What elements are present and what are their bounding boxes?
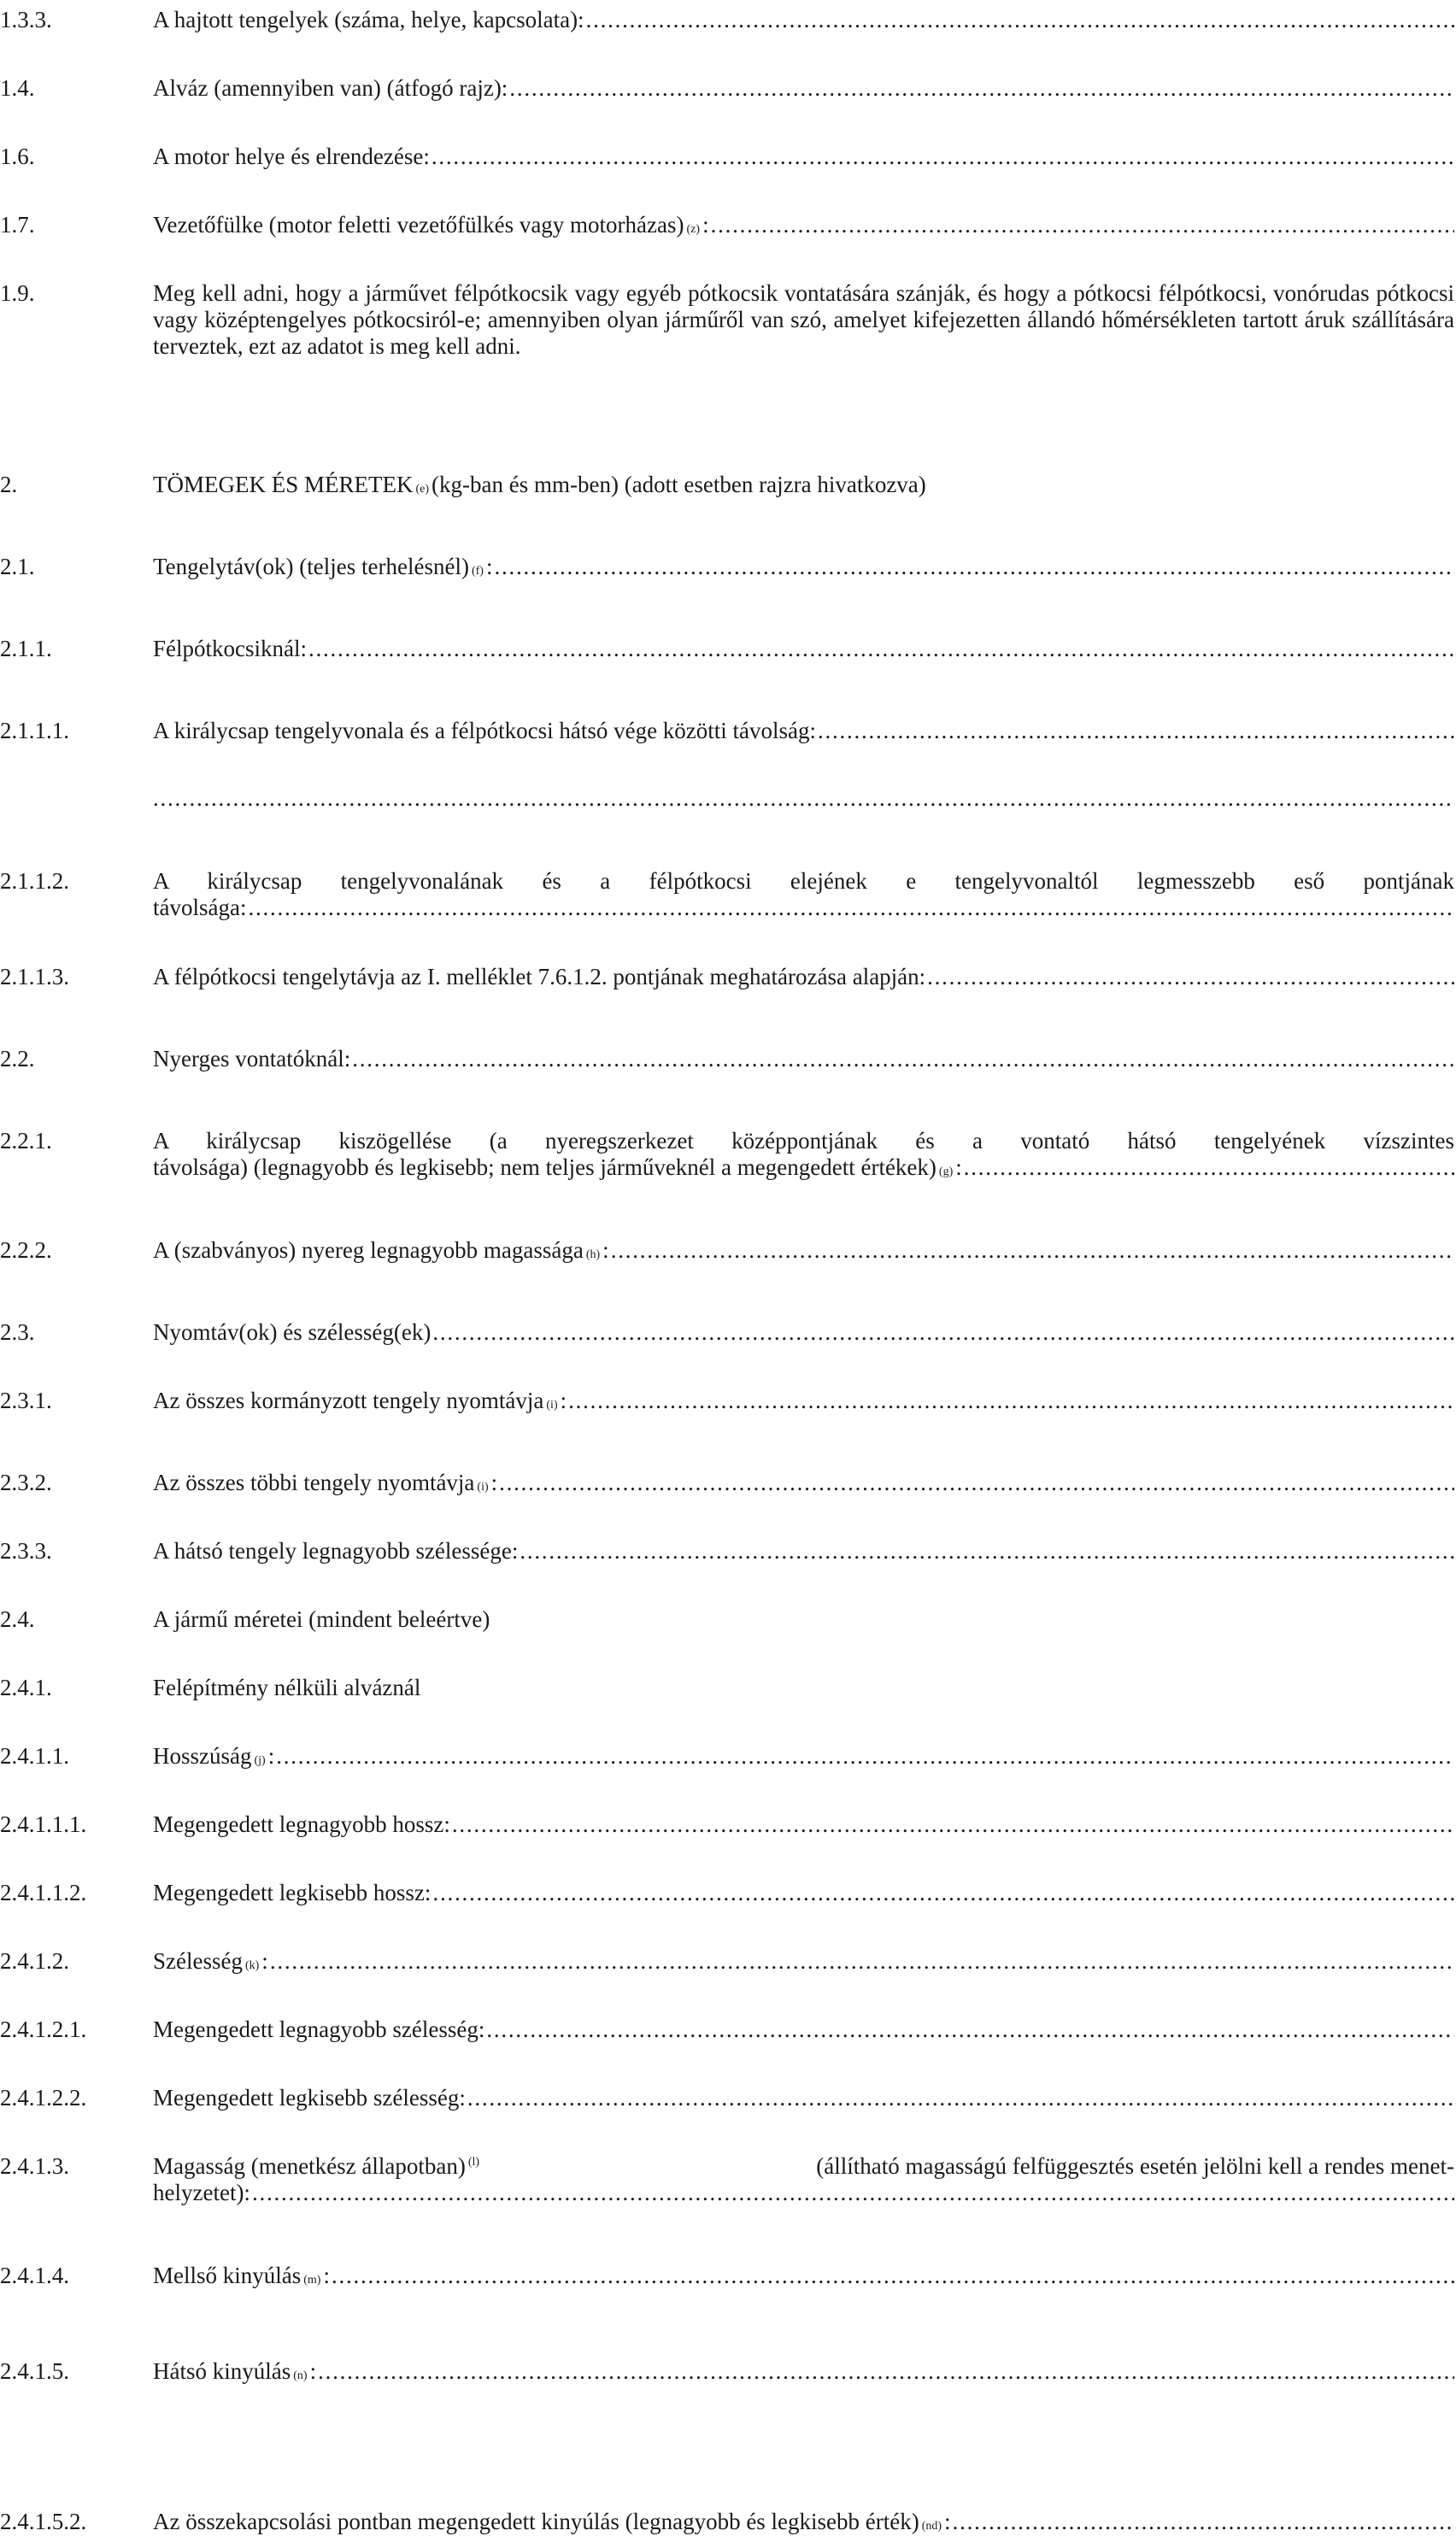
item-label-suffix: :: [323, 2263, 330, 2288]
item-label: A jármű méretei (mindent beleértve): [153, 1606, 490, 1632]
item-number: 1.4.: [0, 75, 35, 101]
fill-in-field[interactable]: [432, 1880, 1454, 1906]
item-label-suffix: :: [267, 1743, 275, 1769]
item-label: Az összes kormányzott tengely nyomtávja: [153, 1388, 544, 1413]
fill-in-field[interactable]: [586, 7, 1454, 33]
item-label-line1: A királycsap kiszögellése (a nyeregszerkezet középpontjának és a vontató hátsó tengelyének vízszintes: [153, 1128, 1454, 1154]
fill-in-field[interactable]: [252, 2180, 1454, 2206]
item-number: 2.4.1.5.: [0, 2358, 69, 2384]
item-label: Felépítmény nélküli alváznál: [153, 1675, 421, 1700]
item-number: 2.3.3.: [0, 1538, 52, 1564]
item-number: 2.2.2.: [0, 1237, 52, 1263]
item-number: 2.2.: [0, 1046, 35, 1071]
fill-in-field[interactable]: [276, 1743, 1454, 1770]
fill-in-field[interactable]: [568, 1388, 1454, 1414]
footnote-ref: (l): [467, 2156, 480, 2169]
item-label-suffix: :: [702, 212, 709, 238]
item-label: A motor helye és elrendezése:: [153, 144, 430, 169]
item-label: Szélesség: [153, 1948, 243, 1974]
item-label-suffix: :: [944, 2509, 951, 2534]
item-label: Nyomtáv(ok) és szélesség(ek): [153, 1319, 432, 1345]
section-heading: TÖMEGEK ÉS MÉRETEK: [153, 472, 414, 497]
fill-in-field[interactable]: [332, 2263, 1454, 2289]
fill-in-field[interactable]: [964, 1154, 1454, 1181]
item-number: 1.6.: [0, 144, 35, 169]
fill-in-field[interactable]: [520, 1538, 1454, 1565]
fill-in-field[interactable]: [432, 144, 1454, 170]
fill-in-field[interactable]: [711, 212, 1454, 238]
item-number: 1.9.: [0, 280, 35, 306]
item-number: 2.1.: [0, 554, 35, 579]
item-label: Félpótkocsiknál:: [153, 636, 307, 661]
item-label-suffix: :: [955, 1154, 962, 1180]
item-label-suffix: :: [261, 1948, 268, 1974]
item-number: 2.4.1.3.: [0, 2153, 69, 2179]
fill-in-field[interactable]: [611, 1237, 1454, 1264]
item-number: 2.1.1.: [0, 636, 52, 661]
item-number: 2.4.1.1.: [0, 1743, 69, 1769]
item-number: 2.: [0, 472, 18, 497]
item-number: 1.3.3.: [0, 7, 52, 32]
item-number: 2.3.1.: [0, 1388, 52, 1413]
item-label-suffix: :: [602, 1237, 609, 1263]
fill-in-field-continuation[interactable]: [153, 785, 1454, 812]
item-number: 2.4.1.2.2.: [0, 2085, 87, 2111]
item-label: Mellső kinyúlás: [153, 2263, 302, 2288]
item-label: Megengedett legnagyobb szélesség:: [153, 2017, 485, 2042]
item-label-line1-continued: (állítható magasságú felfüggesztés esetén jelölni kell a rendes menet-: [816, 2153, 1454, 2179]
fill-in-field[interactable]: [509, 75, 1454, 102]
item-label-suffix: :: [485, 554, 493, 579]
item-number: 2.4.1.: [0, 1675, 52, 1700]
section-heading-suffix: (kg-ban és mm-ben) (adott esetben rajzra hivatkozva): [432, 472, 926, 497]
fill-in-field[interactable]: [270, 1948, 1454, 1975]
item-label-line2: távolsága:: [153, 895, 247, 920]
fill-in-field[interactable]: [486, 2017, 1454, 2043]
fill-in-field[interactable]: [452, 1811, 1454, 1838]
fill-in-field[interactable]: [248, 895, 1454, 921]
fill-in-field[interactable]: [352, 1046, 1454, 1072]
item-label: Nyerges vontatóknál:: [153, 1046, 351, 1071]
item-number: 2.1.1.2.: [0, 868, 69, 894]
fill-in-field[interactable]: [494, 554, 1454, 580]
item-label: A királycsap tengelyvonala és a félpótkocsi hátsó vége közötti távolság:: [153, 718, 817, 743]
item-label: Alváz (amennyiben van) (átfogó rajz):: [153, 75, 508, 101]
item-label: Megengedett legkisebb szélesség:: [153, 2085, 466, 2111]
item-number: 1.7.: [0, 212, 35, 238]
item-label-suffix: :: [309, 2358, 317, 2384]
document-page: 1.3.3. A hajtott tengelyek (száma, helye, kapcsolata): . . . 1.4. Alváz (amennyiben van) (átfogó rajz): . . . 1.6. A motor helye és elrendezése: . . . 1.7. Vezetőfülke (motor feletti vezetőfülkés vagy motorházas) (z) : . . . 1.9. Meg kell adni, hogy a járművet félpótkocsik vagy egyéb pótkocsik vontatására szánják, és hogy a pótkocsi félpótkocsi, vonórudas pótkocsi vagy középtengelyes pótkocsiról-e; amennyiben olyan járműről van szó, amelyet kifejezetten állandó hőmérsékleten tartott áruk szállítására terveztek, ezt az adatot is meg kell adni. 2. TÖMEGEK ÉS MÉRETEK (e) (kg-ban és mm-ben) (adott esetben rajzra hivatkozva) 2.1. Tengelytáv(ok) (teljes terhelésnél) (f) : . . . 2.1.1. Félpótkocsiknál: . . . 2.1.1.1. A királycsap tengelyvonala és a félpótkocsi hátsó vége közötti távolság: . . . . . . 2.1.1.2. A királycsap tengelyvonalának és a félpótkocsi elejének e tengelyvonaltól legmesszebb eső pontjának távolsága: . . . 2.1.1.3. A félpótkocsi tengelytávja az I. melléklet 7.6.1.2. pontjának meghatározása alapján: . . . 2.2. Nyerges vontatóknál: . . . 2.2.1. A királycsap kiszögellése (a nyeregszerkezet középpontjának és a vontató hátsó tengelyének vízszintes távolsága) (legnagyobb és legkisebb; nem teljes járműveknél a megengedett értékek) (g) : . . . 2.2.2. A (szabványos) nyereg legnagyobb magassága (h) : . . . 2.3. Nyomtáv(ok) és szélesség(ek) . . . 2.3.1. Az összes kormányzott tengely nyomtávja (i) : . . . 2.3.2. Az összes többi tengely nyomtávja (i) : . . . 2.3.3. A hátsó tengely legnagyobb szélessége: . . . 2.4. A jármű méretei (mindent beleértve) 2.4.1. Felépítmény nélküli alváznál 2.4.1.1. Hosszúság (j) : . . . 2.4.1.1.1. Megengedett legnagyobb hossz: . . . 2.4.1.1.2. Megengedett legkisebb hossz: . . . 2.4.1.2. Szélesség (k) : . . . 2.4.1.2.1. Megengedett legnagyobb szélesség: . . . 2.4.1.2.2. Megengedett legkisebb szélesség: . . . 2.4.1.3. Magasság (menetkész állapotban) $^{(l)}$ (állítható magasságú felfüggesztés esetén jelölni kell a rendes menet- helyzetet): . . . 2.4.1.4. Mellső kinyúlás (m) : . . . 2.4.1.5. Hátsó kinyúlás (n) : . . . 2.4.1.5.2. Az összekapcsolási pontban megengedett kinyúlás (legnagyobb és legkisebb érték) (nd) : . . .: [0, 0, 1456, 2548]
fill-in-field[interactable]: [308, 636, 1454, 662]
fill-in-field[interactable]: [467, 2085, 1454, 2111]
item-label-line2: helyzetet):: [153, 2180, 250, 2205]
item-label-line1: A királycsap tengelyvonalának és a félpótkocsi elejének e tengelyvonaltól legmesszebb eső pontjának: [153, 868, 1454, 894]
fill-in-field[interactable]: [953, 2509, 1454, 2535]
item-number: 2.4.1.1.2.: [0, 1880, 87, 1905]
item-number: 2.4.1.5.2.: [0, 2509, 87, 2534]
item-number: 2.1.1.1.: [0, 718, 69, 743]
fill-in-field[interactable]: [318, 2358, 1454, 2385]
item-label: Megengedett legnagyobb hossz:: [153, 1811, 450, 1837]
item-label: A hajtott tengelyek (száma, helye, kapcsolata):: [153, 7, 584, 32]
item-number: 2.4.1.2.1.: [0, 2017, 87, 2042]
item-label: Vezetőfülke (motor feletti vezetőfülkés vagy motorházas): [153, 212, 684, 238]
fill-in-field[interactable]: [432, 1319, 1454, 1346]
fill-in-field[interactable]: [818, 718, 1454, 744]
item-number: 2.3.2.: [0, 1470, 52, 1495]
fill-in-field[interactable]: [499, 1470, 1454, 1496]
item-number: 2.2.1.: [0, 1128, 52, 1154]
item-number: 2.3.: [0, 1319, 35, 1345]
item-label: A hátsó tengely legnagyobb szélessége:: [153, 1538, 519, 1564]
item-paragraph: Meg kell adni, hogy a járművet félpótkocsik vagy egyéb pótkocsik vontatására szánják, és hogy a pótkocsi félpótkocsi, vonórudas pótkocsi vagy középtengelyes pótkocsiról-e; amennyiben olyan járműről van szó, amelyet kifejezetten állandó hőmérsékleten tartott áruk szállítására terveztek, ezt az adatot is meg kell adni.: [153, 280, 1454, 359]
item-label: Hátsó kinyúlás: [153, 2358, 291, 2384]
item-number: 2.4.1.4.: [0, 2263, 69, 2288]
item-number: 2.1.1.3.: [0, 964, 69, 989]
item-number: 2.4.: [0, 1606, 35, 1632]
item-label-line1: Magasság (menetkész állapotban) $^{(l)}$: [153, 2153, 480, 2179]
item-number: 2.4.1.1.1.: [0, 1811, 87, 1837]
item-label: Megengedett legkisebb hossz:: [153, 1880, 432, 1905]
item-number: 2.4.1.2.: [0, 1948, 69, 1974]
item-label-suffix: :: [490, 1470, 498, 1495]
item-label: Tengelytáv(ok) (teljes terhelésnél): [153, 554, 469, 579]
item-label: Az összes többi tengely nyomtávja: [153, 1470, 475, 1495]
item-label: A félpótkocsi tengelytávja az I. melléklet 7.6.1.2. pontjának meghatározása alapján:: [153, 964, 926, 989]
fill-in-field[interactable]: [927, 964, 1454, 990]
item-label-line2: távolsága) (legnagyobb és legkisebb; nem teljes járműveknél a megengedett értékek): [153, 1154, 936, 1180]
item-label: A (szabványos) nyereg legnagyobb magassága: [153, 1237, 584, 1263]
item-label: Hosszúság: [153, 1743, 252, 1769]
item-label-suffix: :: [560, 1388, 567, 1413]
item-label: Az összekapcsolási pontban megengedett kinyúlás (legnagyobb és legkisebb érték): [153, 2509, 919, 2534]
